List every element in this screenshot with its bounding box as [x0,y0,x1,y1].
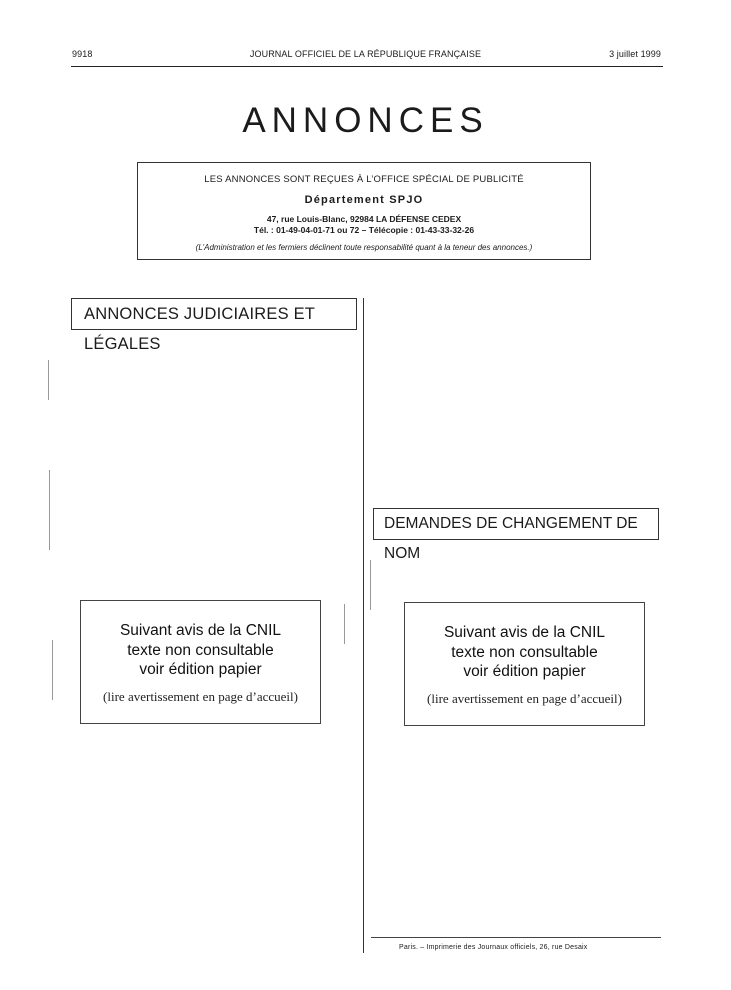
cnil-line-3: voir édition papier [463,663,586,680]
issue-date: 3 juillet 1999 [609,49,661,59]
cnil-notice-right [404,602,645,726]
scan-artifact [344,604,345,644]
scan-artifact [49,470,50,550]
cnil-line-1: Suivant avis de la CNIL [119,622,282,639]
section-heading-name-change: DEMANDES DE CHANGEMENT DE NOM [373,508,659,540]
scan-artifact [370,560,371,610]
cnil-line-2: texte non consultable [127,642,274,659]
cnil-note: (lire avertissement en page d’accueil) [103,689,298,704]
info-reception-line: LES ANNONCES SONT REÇUES À L’OFFICE SPÉCIAL DE PUBLICITÉ [204,174,524,185]
section-heading-judicial-legal: ANNONCES JUDICIAIRES ET LÉGALES [71,298,357,330]
publicity-info-box [137,162,591,260]
cnil-note: (lire avertissement en page d’accueil) [427,691,622,706]
cnil-line-3: voir édition papier [139,661,262,678]
column-divider [363,298,364,953]
scan-artifact [52,640,53,700]
footer-rule [371,937,661,938]
scan-artifact [48,360,49,400]
printer-imprint: Paris. – Imprimerie des Journaux officiels, 26, rue Desaix [399,944,588,951]
info-department-line: Département SPJO [304,194,424,206]
page-number: 9918 [72,49,93,59]
journal-title: JOURNAL OFFICIEL DE LA RÉPUBLIQUE FRANÇAISE [249,49,482,59]
cnil-line-2: texte non consultable [451,644,598,661]
cnil-notice-left [80,600,321,724]
page-title: ANNONCES [242,101,489,140]
cnil-line-1: Suivant avis de la CNIL [443,624,606,641]
header-rule [71,66,663,67]
info-disclaimer-line: (L’Administration et les fermiers déclinent toute responsabilité quant à la teneur des annonces.) [195,243,533,252]
info-address-line: 47, rue Louis-Blanc, 92984 LA DÉFENSE CEDEX [266,214,462,224]
info-phone-line: Tél. : 01-49-04-01-71 ou 72 – Télécopie : 01-43-33-32-26 [253,225,475,235]
